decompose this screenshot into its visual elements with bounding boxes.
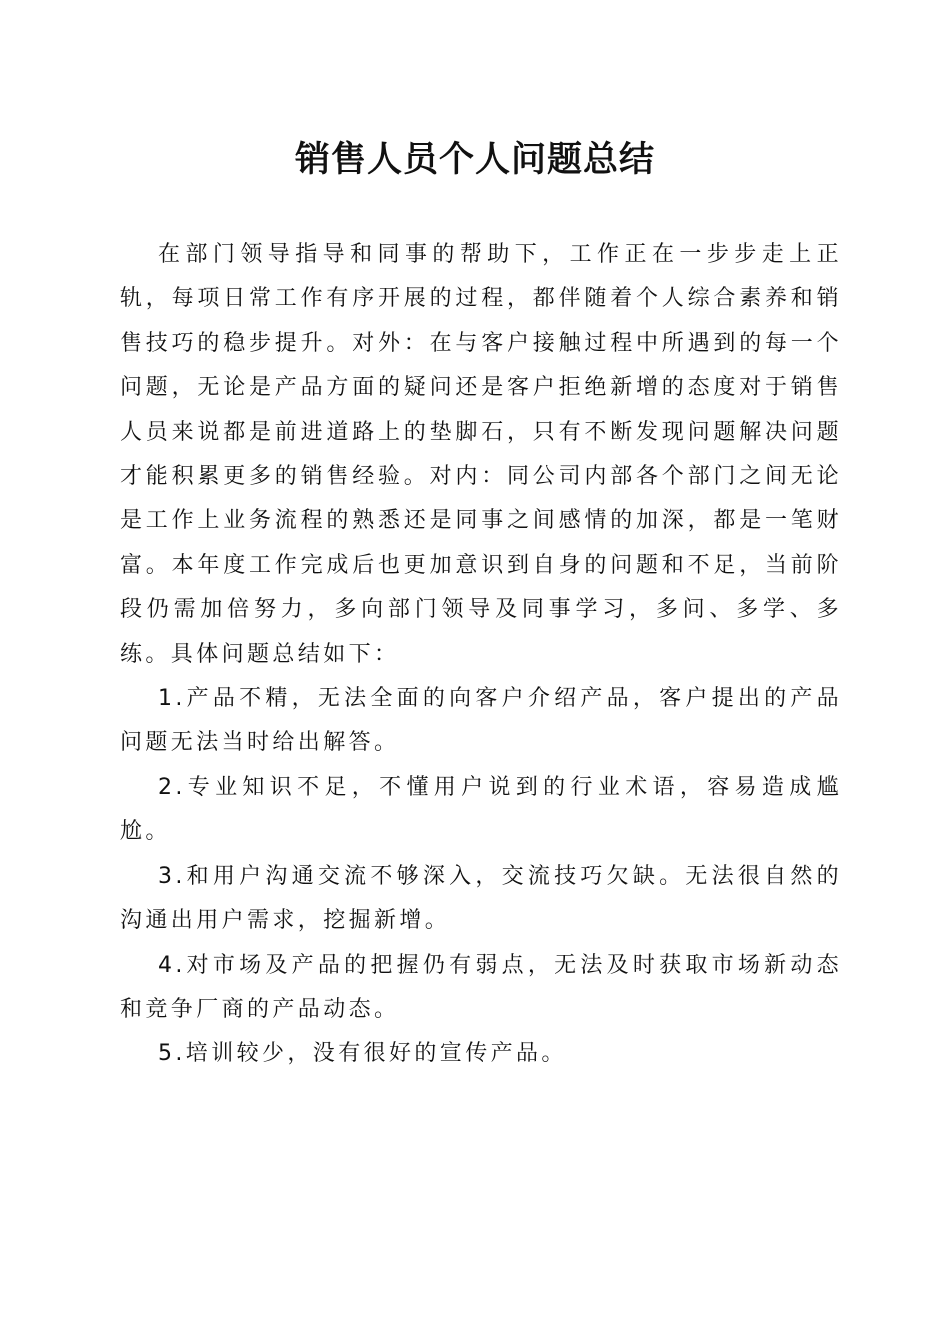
document-title: 销售人员个人问题总结 [294,140,655,180]
problem-item-3: 3.和用户沟通交流不够深入，交流技巧欠缺。无法很自然的沟通出用户需求，挖掘新增。 [120,863,842,934]
document-body [120,233,842,1077]
intro-paragraph: 在部门领导指导和同事的帮助下，工作正在一步步走上正轨，每项日常工作有序开展的过程，都伴随着个人综合素养和销售技巧的稳步提升。对外：在与客户接触过程中所遇到的每一个问题，无论是产品方面的疑问还是客户拒绝新增的态度对于销售人员来说都是前进道路上的垫脚石，只有不断发现问题解决问题才能积累更多的销售经验。对内：同公司内部各个部门之间无论是工作上业务流程的熟悉还是同事之间感情的加深，都是一笔财富。本年度工作完成后也更加意识到自身的问题和不足，当前阶段仍需加倍努力，多向部门领导及同事学习，多问、多学、多练。具体问题总结如下： [120,242,842,667]
problem-item-4: 4.对市场及产品的把握仍有弱点，无法及时获取市场新动态和竞争厂商的产品动态。 [120,952,842,1022]
problem-item-2: 2.专业知识不足，不懂用户说到的行业术语，容易造成尴尬。 [120,774,842,845]
problem-item-1: 1.产品不精，无法全面的向客户介绍产品，客户提出的产品问题无法当时给出解答。 [120,686,842,756]
problem-item-5: 5.培训较少，没有很好的宣传产品。 [158,1041,567,1067]
